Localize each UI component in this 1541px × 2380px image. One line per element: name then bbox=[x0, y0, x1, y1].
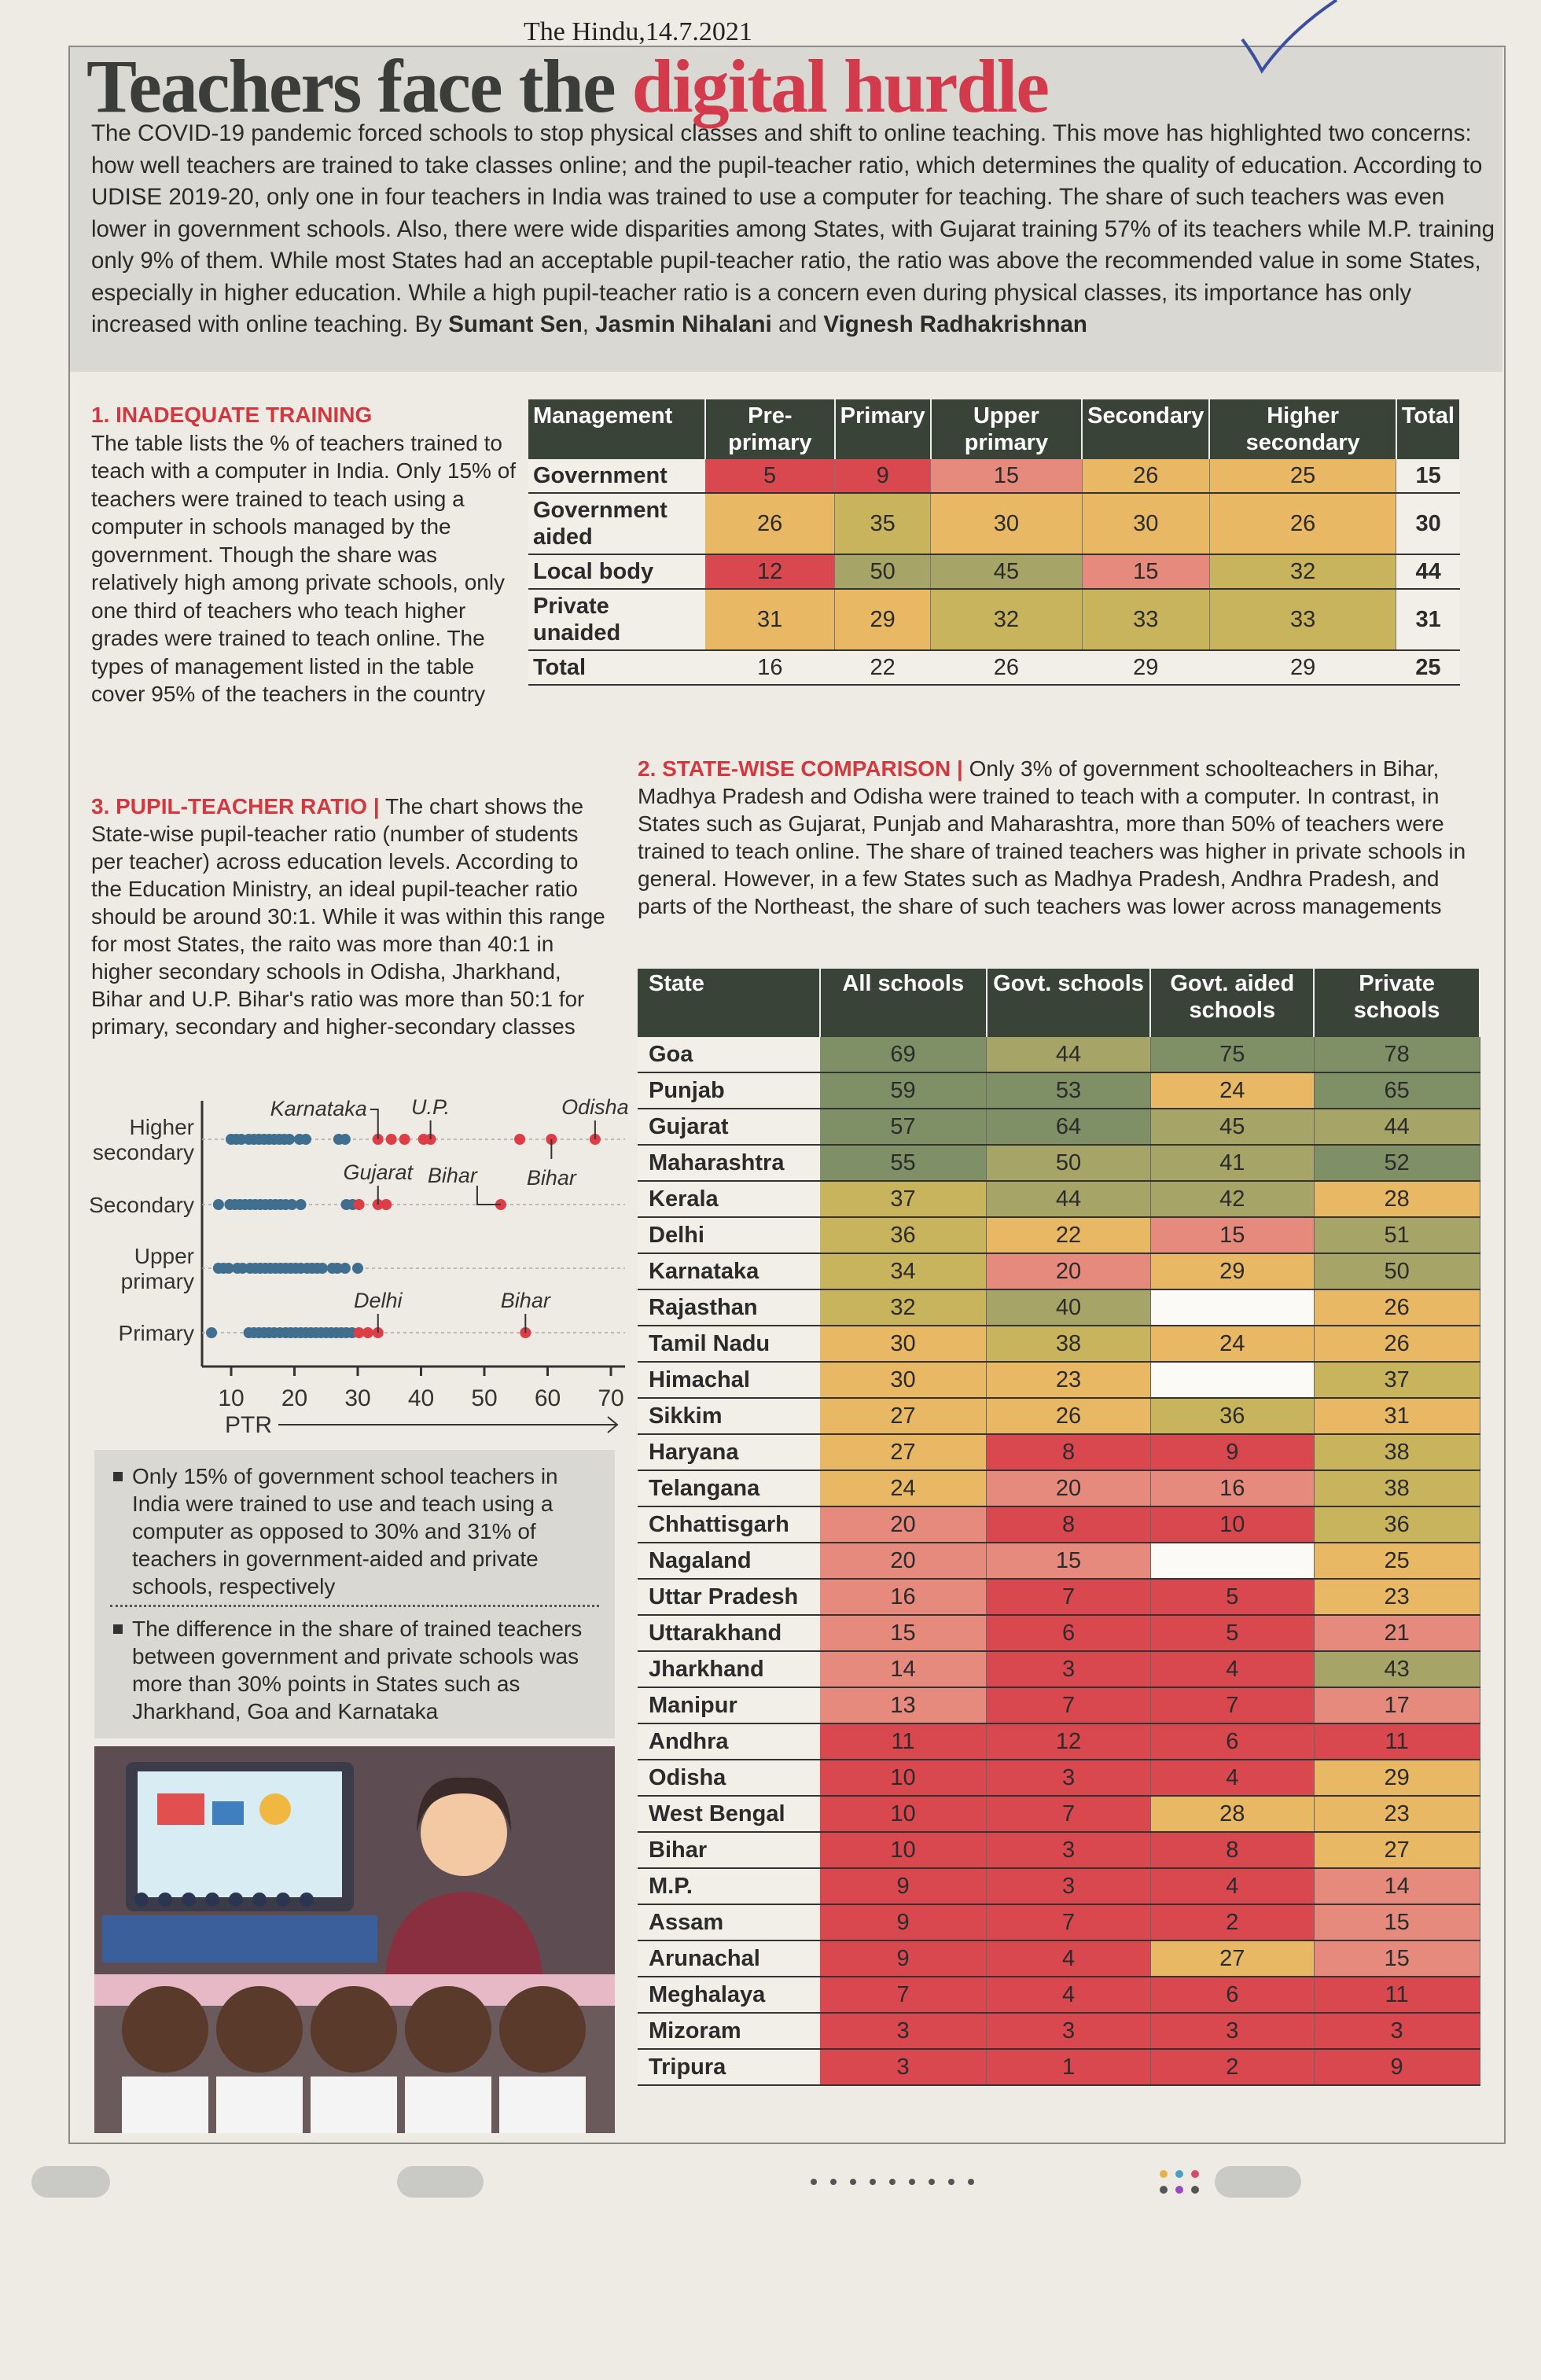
table-cell: 3 bbox=[987, 1651, 1151, 1687]
table-cell: 15 bbox=[1314, 1940, 1480, 1977]
table-cell: 15 bbox=[931, 459, 1082, 493]
table-cell: 7 bbox=[987, 1687, 1151, 1723]
table-cell: 26 bbox=[1082, 459, 1209, 493]
table-cell: 16 bbox=[705, 650, 835, 685]
table-row bbox=[638, 2013, 1480, 2049]
column-header: Primary bbox=[835, 399, 931, 459]
table-cell: 10 bbox=[820, 1832, 987, 1868]
state-name: Gujarat bbox=[638, 1109, 820, 1145]
table-cell: 3 bbox=[987, 1868, 1151, 1904]
state-name: Kerala bbox=[638, 1181, 820, 1217]
table-cell: 20 bbox=[820, 1506, 987, 1543]
table-cell: 29 bbox=[1314, 1760, 1480, 1796]
table-cell: 5 bbox=[705, 459, 835, 493]
table-cell: 14 bbox=[1314, 1868, 1480, 1904]
table-row bbox=[638, 1037, 1480, 1072]
table-cell: 6 bbox=[1150, 1723, 1314, 1760]
table-cell: 28 bbox=[1314, 1181, 1480, 1217]
state-name: Tamil Nadu bbox=[638, 1326, 820, 1362]
data-point bbox=[340, 1263, 351, 1274]
table-cell: 42 bbox=[1150, 1181, 1314, 1217]
data-point bbox=[352, 1263, 363, 1274]
row-label: Local body bbox=[528, 554, 705, 589]
table-cell: 10 bbox=[820, 1796, 987, 1832]
table-cell: 27 bbox=[820, 1398, 987, 1434]
key-point bbox=[132, 1462, 604, 1600]
table-row bbox=[528, 650, 1460, 685]
table-cell: 12 bbox=[987, 1723, 1151, 1760]
table-cell: 7 bbox=[987, 1904, 1151, 1940]
table-cell: 11 bbox=[820, 1723, 987, 1760]
table-cell: 3 bbox=[1314, 2013, 1480, 2049]
table-cell: 25 bbox=[1314, 1543, 1480, 1579]
table-cell: 2 bbox=[1150, 2049, 1314, 2085]
table-cell: 30 bbox=[820, 1326, 987, 1362]
x-tick-label: 50 bbox=[471, 1385, 498, 1411]
x-axis-label: PTR bbox=[225, 1412, 272, 1438]
table-row bbox=[638, 1832, 1480, 1868]
table-cell: 15 bbox=[1082, 554, 1209, 589]
data-point bbox=[213, 1199, 224, 1210]
table-cell: 38 bbox=[1314, 1434, 1480, 1470]
table-cell: 24 bbox=[820, 1470, 987, 1506]
state-name: Delhi bbox=[638, 1217, 820, 1253]
table-cell: 32 bbox=[820, 1289, 987, 1326]
key-point-text: The difference in the share of trained teachers between government and private schools was more than 30% points in States such as Jharkhand, Goa and Karnataka bbox=[132, 1617, 583, 1723]
x-tick-label: 60 bbox=[534, 1385, 561, 1411]
state-name: Arunachal bbox=[638, 1940, 820, 1977]
bullet-square-icon bbox=[113, 1472, 123, 1481]
table-cell: 36 bbox=[820, 1217, 987, 1253]
table-cell: 30 bbox=[931, 493, 1082, 554]
column-header: Higher secondary bbox=[1209, 399, 1396, 459]
table-row bbox=[638, 1145, 1480, 1181]
section-heading: 3. PUPIL-TEACHER RATIO | bbox=[91, 794, 380, 818]
author-name: Jasmin Nihalani bbox=[595, 311, 772, 337]
table-cell: 34 bbox=[820, 1253, 987, 1289]
table-cell: 20 bbox=[820, 1543, 987, 1579]
table-cell: 44 bbox=[1314, 1109, 1480, 1145]
data-point bbox=[514, 1134, 525, 1145]
state-name: Manipur bbox=[638, 1687, 820, 1723]
state-wise-table bbox=[638, 969, 1480, 2086]
table-cell: 40 bbox=[987, 1289, 1151, 1326]
table-cell: 26 bbox=[1314, 1326, 1480, 1362]
newspaper-source-date: The Hindu,14.7.2021 bbox=[524, 17, 752, 46]
category-label: Upper primary bbox=[120, 1244, 194, 1293]
table-cell: 3 bbox=[987, 1760, 1151, 1796]
table-cell: 4 bbox=[1150, 1760, 1314, 1796]
author-name: Sumant Sen bbox=[448, 311, 583, 337]
column-header: Secondary bbox=[1082, 399, 1209, 459]
table-cell: 26 bbox=[931, 650, 1082, 685]
key-points-box bbox=[94, 1450, 615, 1738]
table-cell: 33 bbox=[1082, 589, 1209, 650]
key-point bbox=[132, 1615, 604, 1725]
author-separator: , bbox=[582, 311, 596, 337]
table-row bbox=[638, 1543, 1480, 1579]
annotation-label: Gujarat bbox=[343, 1161, 414, 1184]
section-heading: 2. STATE-WISE COMPARISON | bbox=[638, 756, 963, 781]
table-cell: 15 bbox=[1150, 1217, 1314, 1253]
annotation-label: Bihar bbox=[526, 1166, 576, 1190]
data-point bbox=[362, 1327, 373, 1338]
state-name: Nagaland bbox=[638, 1543, 820, 1579]
table-row bbox=[638, 1470, 1480, 1506]
table-cell: 38 bbox=[987, 1326, 1151, 1362]
column-header: Pre-primary bbox=[705, 399, 835, 459]
table-row bbox=[638, 1506, 1480, 1543]
decorative-footer bbox=[0, 2154, 1541, 2202]
table-row bbox=[638, 1398, 1480, 1434]
table-cell: 9 bbox=[1314, 2049, 1480, 2085]
data-point bbox=[381, 1199, 392, 1210]
state-name: Maharashtra bbox=[638, 1145, 820, 1181]
column-header: Total bbox=[1396, 399, 1460, 459]
table-cell: 15 bbox=[987, 1543, 1151, 1579]
table-cell: 8 bbox=[987, 1434, 1151, 1470]
column-header: Private schools bbox=[1314, 969, 1480, 1037]
key-point-text: Only 15% of government school teachers in India were trained to use and teach using a computer as opposed to 30% and 31% of teachers in government-aided and private schools, respectively bbox=[132, 1464, 558, 1598]
table-cell: 7 bbox=[1150, 1687, 1314, 1723]
headline-part-1: Teachers face the bbox=[86, 44, 632, 128]
table-row bbox=[528, 554, 1460, 589]
table-row bbox=[638, 1977, 1480, 2013]
section-text: The chart shows the State-wise pupil-teacher ratio (number of students per teacher) across education levels. According to the Education Ministry, an ideal pupil-teacher ratio should be around 30:1. While it was within this range for most States, the raito was more than 40:1 in higher secondary schools in Odisha, Jharkhand, Bihar and U.P. Bihar's ratio was more than 50:1 for primary, secondary and higher-secondary classes bbox=[91, 794, 605, 1039]
table-row bbox=[638, 1109, 1480, 1145]
section-text: Only 3% of government schoolteachers in Bihar, Madhya Pradesh and Odisha were trained to teach with a computer. In contrast, in States such as Gujarat, Punjab and Maharashtra, more than 50% of teachers were trained to teach online. The share of trained teachers was higher in private schools in general. However, in a few States such as Madhya Pradesh, Andhra Pradesh, and parts of the Northeast, the share of such teachers was lower across managements bbox=[638, 756, 1466, 918]
section-text: The table lists the % of teachers trained to teach with a computer in India. Only 15% of teachers were trained to teach using a computer in schools managed by the government. Though the share was relatively high among private schools, only one third of teachers who teach higher grades were trained to teach online. The types of management listed in the table cover 95% of the teachers in the country bbox=[91, 430, 517, 706]
state-name: Uttar Pradesh bbox=[638, 1579, 820, 1615]
table-cell: 8 bbox=[987, 1506, 1151, 1543]
annotation-label: Delhi bbox=[353, 1289, 403, 1312]
state-name: Tripura bbox=[638, 2049, 820, 2085]
table-cell: 29 bbox=[835, 589, 931, 650]
data-point bbox=[386, 1134, 397, 1145]
column-header: Upper primary bbox=[931, 399, 1082, 459]
table-cell: 1 bbox=[987, 2049, 1151, 2085]
table-cell: 9 bbox=[1150, 1434, 1314, 1470]
table-cell: 3 bbox=[820, 2013, 987, 2049]
table-cell: 9 bbox=[835, 459, 931, 493]
table-row bbox=[638, 1253, 1480, 1289]
table-row bbox=[638, 1868, 1480, 1904]
table-cell: 7 bbox=[987, 1579, 1151, 1615]
table-cell: 44 bbox=[987, 1181, 1151, 1217]
table-cell: 30 bbox=[820, 1362, 987, 1398]
state-name: Haryana bbox=[638, 1434, 820, 1470]
row-total: 31 bbox=[1396, 589, 1460, 650]
table-cell: 50 bbox=[835, 554, 931, 589]
table-cell: 4 bbox=[987, 1940, 1151, 1977]
table-row bbox=[638, 1217, 1480, 1253]
table-cell: 25 bbox=[1209, 459, 1396, 493]
table-cell: 78 bbox=[1314, 1037, 1480, 1072]
table-cell: 32 bbox=[931, 589, 1082, 650]
category-label: Secondary bbox=[89, 1193, 194, 1217]
row-total: 15 bbox=[1396, 459, 1460, 493]
data-point bbox=[296, 1199, 307, 1210]
table-cell: 16 bbox=[820, 1579, 987, 1615]
table-row bbox=[638, 1615, 1480, 1651]
row-total: 30 bbox=[1396, 493, 1460, 554]
table-cell: 26 bbox=[987, 1398, 1151, 1434]
table-row bbox=[638, 1579, 1480, 1615]
column-header: State bbox=[638, 969, 820, 1037]
table-row bbox=[638, 1760, 1480, 1796]
row-label: Government aided bbox=[528, 493, 705, 554]
table-cell: 3 bbox=[987, 2013, 1151, 2049]
table-cell: 27 bbox=[1314, 1832, 1480, 1868]
table-cell: 43 bbox=[1314, 1651, 1480, 1687]
table-cell: 55 bbox=[820, 1145, 987, 1181]
table-cell: 30 bbox=[1082, 493, 1209, 554]
table-row bbox=[638, 1072, 1480, 1109]
table-cell: 15 bbox=[820, 1615, 987, 1651]
annotation-label: Bihar bbox=[427, 1164, 477, 1187]
table-cell: 10 bbox=[1150, 1506, 1314, 1543]
section-pupil-teacher-ratio bbox=[91, 793, 610, 1040]
table-cell: 36 bbox=[1150, 1398, 1314, 1434]
headline-highlight: digital hurdle bbox=[631, 44, 1048, 128]
row-total: 25 bbox=[1396, 650, 1460, 685]
x-tick-label: 30 bbox=[344, 1385, 371, 1411]
table-cell: 37 bbox=[1314, 1362, 1480, 1398]
table-row bbox=[528, 493, 1460, 554]
table-cell: 44 bbox=[987, 1037, 1151, 1072]
table-cell: 45 bbox=[1150, 1109, 1314, 1145]
row-label: Government bbox=[528, 459, 705, 493]
table-cell: 27 bbox=[1150, 1940, 1314, 1977]
state-name: Punjab bbox=[638, 1072, 820, 1109]
table-cell: 35 bbox=[835, 493, 931, 554]
column-header: All schools bbox=[820, 969, 987, 1037]
table-cell: 33 bbox=[1209, 589, 1396, 650]
column-header: Management bbox=[528, 399, 705, 459]
data-point bbox=[300, 1134, 311, 1145]
table-cell: 4 bbox=[1150, 1868, 1314, 1904]
table-cell: 41 bbox=[1150, 1145, 1314, 1181]
table-cell: 64 bbox=[987, 1109, 1151, 1145]
table-row bbox=[638, 1181, 1480, 1217]
table-cell: 9 bbox=[820, 1868, 987, 1904]
table-cell: 23 bbox=[1314, 1579, 1480, 1615]
table-row bbox=[638, 1434, 1480, 1470]
table-cell: 26 bbox=[705, 493, 835, 554]
table-cell: 22 bbox=[835, 650, 931, 685]
table-cell: 8 bbox=[1150, 1832, 1314, 1868]
data-point bbox=[317, 1263, 328, 1274]
table-cell: 52 bbox=[1314, 1145, 1480, 1181]
table-cell: 26 bbox=[1209, 493, 1396, 554]
table-cell: 31 bbox=[1314, 1398, 1480, 1434]
x-tick-label: 70 bbox=[598, 1385, 624, 1411]
table-row bbox=[638, 1326, 1480, 1362]
annotation-label: Bihar bbox=[500, 1289, 550, 1312]
table-cell: 38 bbox=[1314, 1470, 1480, 1506]
table-cell: 7 bbox=[820, 1977, 987, 2013]
column-header: Govt. schools bbox=[987, 969, 1151, 1037]
state-name: Assam bbox=[638, 1904, 820, 1940]
headline bbox=[86, 42, 1048, 130]
table-cell: 75 bbox=[1150, 1037, 1314, 1072]
x-tick-label: 10 bbox=[218, 1385, 245, 1411]
table-row bbox=[638, 1723, 1480, 1760]
state-name: Karnataka bbox=[638, 1253, 820, 1289]
table-cell: 45 bbox=[931, 554, 1082, 589]
table-cell: 13 bbox=[820, 1687, 987, 1723]
table-row bbox=[638, 2049, 1480, 2085]
table-cell: 53 bbox=[987, 1072, 1151, 1109]
table-cell: 51 bbox=[1314, 1217, 1480, 1253]
data-point bbox=[399, 1134, 410, 1145]
table-row bbox=[638, 1904, 1480, 1940]
bullet-square-icon bbox=[113, 1624, 123, 1634]
state-name: Mizoram bbox=[638, 2013, 820, 2049]
section-state-wise-comparison bbox=[638, 755, 1487, 920]
data-point bbox=[340, 1134, 351, 1145]
table-cell: 14 bbox=[820, 1651, 987, 1687]
state-name: Uttarakhand bbox=[638, 1615, 820, 1651]
data-point bbox=[206, 1327, 217, 1338]
table-row bbox=[638, 1289, 1480, 1326]
state-name: Goa bbox=[638, 1037, 820, 1072]
table-cell: 22 bbox=[987, 1217, 1151, 1253]
ptr-dot-chart bbox=[79, 1085, 629, 1439]
online-class-illustration bbox=[94, 1746, 615, 2133]
table-cell: 11 bbox=[1314, 1977, 1480, 2013]
table-cell: 29 bbox=[1209, 650, 1396, 685]
table-cell bbox=[1150, 1543, 1314, 1579]
annotation-label: U.P. bbox=[411, 1095, 451, 1119]
table-cell: 69 bbox=[820, 1037, 987, 1072]
section-inadequate-training bbox=[91, 401, 524, 708]
state-name: Sikkim bbox=[638, 1398, 820, 1434]
table-cell: 50 bbox=[987, 1145, 1151, 1181]
state-name: Telangana bbox=[638, 1470, 820, 1506]
x-tick-label: 40 bbox=[407, 1385, 435, 1411]
row-label: Total bbox=[528, 650, 705, 685]
state-name: Rajasthan bbox=[638, 1289, 820, 1326]
table-row bbox=[638, 1651, 1480, 1687]
table-cell: 10 bbox=[820, 1760, 987, 1796]
table-cell: 3 bbox=[1150, 2013, 1314, 2049]
table-cell: 3 bbox=[820, 2049, 987, 2085]
table-cell: 4 bbox=[987, 1977, 1151, 2013]
table-cell: 37 bbox=[820, 1181, 987, 1217]
table-cell: 59 bbox=[820, 1072, 987, 1109]
table-cell: 31 bbox=[705, 589, 835, 650]
table-cell: 15 bbox=[1314, 1904, 1480, 1940]
table-row bbox=[528, 589, 1460, 650]
column-header: Govt. aided schools bbox=[1150, 969, 1314, 1037]
table-cell: 24 bbox=[1150, 1326, 1314, 1362]
section-heading: 1. INADEQUATE TRAINING bbox=[91, 403, 373, 427]
x-tick-label: 20 bbox=[281, 1385, 308, 1411]
table-cell: 50 bbox=[1314, 1253, 1480, 1289]
table-cell: 6 bbox=[987, 1615, 1151, 1651]
state-name: Chhattisgarh bbox=[638, 1506, 820, 1543]
state-name: M.P. bbox=[638, 1868, 820, 1904]
state-name: Bihar bbox=[638, 1832, 820, 1868]
category-label: Primary bbox=[118, 1321, 194, 1345]
annotation-label: Karnataka bbox=[270, 1097, 367, 1120]
table-cell: 21 bbox=[1314, 1615, 1480, 1651]
table-row bbox=[528, 459, 1460, 493]
table-cell: 26 bbox=[1314, 1289, 1480, 1326]
table-cell: 17 bbox=[1314, 1687, 1480, 1723]
annotation-label: Odisha bbox=[561, 1095, 629, 1119]
table-cell: 23 bbox=[987, 1362, 1151, 1398]
table-cell: 7 bbox=[987, 1796, 1151, 1832]
state-name: Odisha bbox=[638, 1760, 820, 1796]
table-cell: 9 bbox=[820, 1904, 987, 1940]
intro-text: The COVID-19 pandemic forced schools to stop physical classes and shift to online teaching. This move has highlighted two concerns: how well teachers are trained to take classes online; and the pupil-teacher ratio, which determines the quality of education. According to UDISE 2019-20, only one in four teachers in India was trained to use a computer for teaching. The share of such teachers was even lower in government schools. Also, there were wide disparities among States, with Gujarat training 57% of its teachers while M.P. training only 9% of them. While most States had an acceptable pupil-teacher ratio, the ratio was above the recommended value in some States, especially in higher education. While a high pupil-teacher ratio is a concern even during physical classes, its importance has only increased with online teaching. By bbox=[91, 120, 1495, 337]
data-point bbox=[354, 1199, 365, 1210]
table-cell: 2 bbox=[1150, 1904, 1314, 1940]
author-separator: and bbox=[771, 311, 824, 337]
table-cell: 57 bbox=[820, 1109, 987, 1145]
table-cell: 5 bbox=[1150, 1579, 1314, 1615]
table-cell: 20 bbox=[987, 1253, 1151, 1289]
table-cell: 4 bbox=[1150, 1651, 1314, 1687]
table-cell: 5 bbox=[1150, 1615, 1314, 1651]
table-cell: 28 bbox=[1150, 1796, 1314, 1832]
table-cell: 29 bbox=[1082, 650, 1209, 685]
state-name: Himachal bbox=[638, 1362, 820, 1398]
table-row bbox=[638, 1796, 1480, 1832]
table-cell: 23 bbox=[1314, 1796, 1480, 1832]
state-name: West Bengal bbox=[638, 1796, 820, 1832]
dotted-divider bbox=[110, 1605, 599, 1607]
data-point bbox=[284, 1134, 295, 1145]
intro-paragraph bbox=[91, 118, 1499, 341]
training-by-management-table bbox=[528, 399, 1461, 686]
table-cell: 16 bbox=[1150, 1470, 1314, 1506]
table-cell: 11 bbox=[1314, 1723, 1480, 1760]
table-row bbox=[638, 1940, 1480, 1977]
table-cell: 9 bbox=[820, 1940, 987, 1977]
table-row bbox=[638, 1687, 1480, 1723]
table-cell: 3 bbox=[987, 1832, 1151, 1868]
table-cell: 24 bbox=[1150, 1072, 1314, 1109]
table-cell: 36 bbox=[1314, 1506, 1480, 1543]
table-cell: 27 bbox=[820, 1434, 987, 1470]
table-row bbox=[638, 1362, 1480, 1398]
handwritten-tick-mark bbox=[1234, 0, 1360, 86]
table-cell: 65 bbox=[1314, 1072, 1480, 1109]
category-label: Higher secondary bbox=[92, 1115, 194, 1164]
table-cell: 20 bbox=[987, 1470, 1151, 1506]
state-name: Jharkhand bbox=[638, 1651, 820, 1687]
table-cell bbox=[1150, 1362, 1314, 1398]
table-cell: 32 bbox=[1209, 554, 1396, 589]
state-name: Meghalaya bbox=[638, 1977, 820, 2013]
author-name: Vignesh Radhakrishnan bbox=[823, 311, 1087, 337]
state-name: Andhra bbox=[638, 1723, 820, 1760]
table-cell: 12 bbox=[705, 554, 835, 589]
row-total: 44 bbox=[1396, 554, 1460, 589]
table-cell bbox=[1150, 1289, 1314, 1326]
table-cell: 29 bbox=[1150, 1253, 1314, 1289]
table-cell: 6 bbox=[1150, 1977, 1314, 2013]
row-label: Private unaided bbox=[528, 589, 705, 650]
